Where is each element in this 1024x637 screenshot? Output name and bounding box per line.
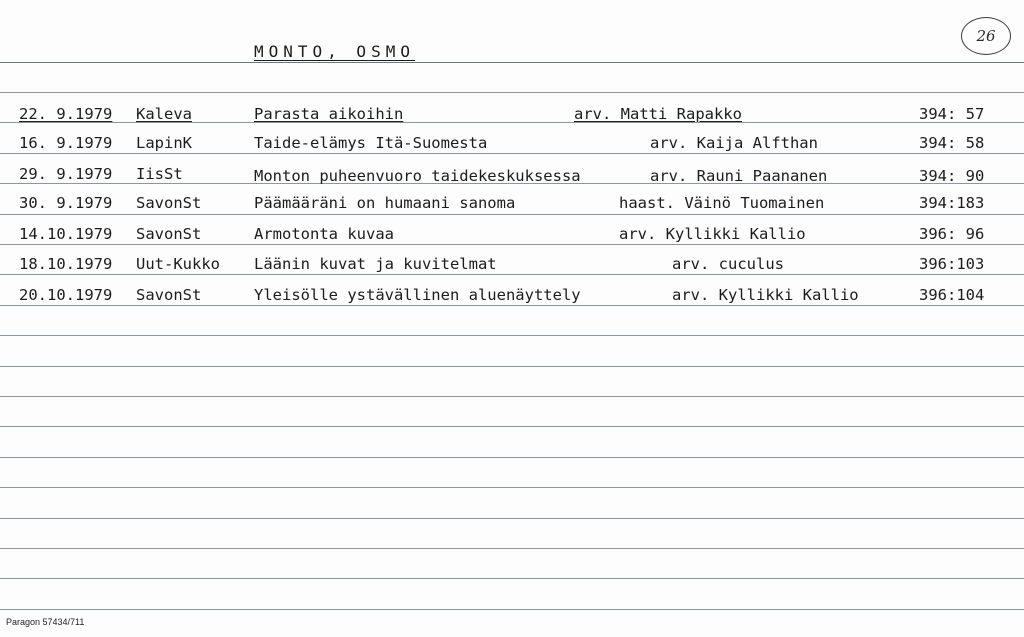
entry-date: 20.10.1979 xyxy=(19,286,113,304)
entry-author: arv. Kyllikki Kallio xyxy=(619,225,806,243)
entry-date: 22. 9.1979 xyxy=(19,105,113,123)
ruled-line xyxy=(0,335,1024,336)
entry-ref: 396:103 xyxy=(919,255,985,273)
entry-heading: Läänin kuvat ja kuvitelmat xyxy=(254,255,497,273)
ruled-line xyxy=(0,426,1024,427)
printer-mark: Paragon 57434/711 xyxy=(6,617,85,627)
entry-ref: 394: 90 xyxy=(919,167,985,185)
ruled-line xyxy=(0,305,1024,306)
entry-heading: Monton puheenvuoro taidekeskuksessa xyxy=(254,167,581,185)
entry-date: 29. 9.1979 xyxy=(19,165,113,183)
entry-author: arv. Kyllikki Kallio xyxy=(672,286,859,304)
ruled-line xyxy=(0,92,1024,93)
entry-paper: SavonSt xyxy=(136,194,202,212)
entry-paper: SavonSt xyxy=(136,225,202,243)
entry-ref: 396: 96 xyxy=(919,225,985,243)
entry-ref: 394: 57 xyxy=(919,105,985,123)
entry-heading: Päämääräni on humaani sanoma xyxy=(254,194,516,212)
entry-ref: 396:104 xyxy=(919,286,985,304)
ruled-line xyxy=(0,518,1024,519)
entry-date: 30. 9.1979 xyxy=(19,194,113,212)
entry-paper: IisSt xyxy=(136,165,183,183)
ruled-line xyxy=(0,153,1024,154)
entry-date: 16. 9.1979 xyxy=(19,134,113,152)
entry-paper: LapinK xyxy=(136,134,192,152)
entry-author: arv. Matti Rapakko xyxy=(574,105,742,123)
entry-heading: Armotonta kuvaa xyxy=(254,225,394,243)
entry-author: arv. Kaija Alfthan xyxy=(650,134,818,152)
entry-ref: 394:183 xyxy=(919,194,985,212)
ruled-line xyxy=(0,457,1024,458)
entry-author: arv. cuculus xyxy=(672,255,784,273)
entry-paper: SavonSt xyxy=(136,286,202,304)
header-rule xyxy=(0,62,1024,63)
entry-paper: Kaleva xyxy=(136,105,192,123)
entry-date: 18.10.1979 xyxy=(19,255,113,273)
card-name: MONTO, OSMO xyxy=(254,42,415,61)
entry-author: haast. Väinö Tuomainen xyxy=(619,194,825,212)
entry-heading: Parasta aikoihin xyxy=(254,105,404,123)
entry-heading: Yleisölle ystävällinen aluenäyttely xyxy=(254,286,581,304)
ruled-line xyxy=(0,366,1024,367)
ruled-line xyxy=(0,578,1024,579)
ruled-line xyxy=(0,548,1024,549)
ruled-line xyxy=(0,244,1024,245)
ruled-line xyxy=(0,274,1024,275)
card-number-circled: 26 xyxy=(961,17,1011,55)
ruled-line xyxy=(0,214,1024,215)
ruled-line xyxy=(0,487,1024,488)
entry-date: 14.10.1979 xyxy=(19,225,113,243)
entry-ref: 394: 58 xyxy=(919,134,985,152)
entry-paper: Uut-Kukko xyxy=(136,255,220,273)
ruled-line xyxy=(0,396,1024,397)
ruled-line xyxy=(0,609,1024,610)
entry-heading: Taide-elämys Itä-Suomesta xyxy=(254,134,488,152)
entry-author: arv. Rauni Paananen xyxy=(650,167,828,185)
